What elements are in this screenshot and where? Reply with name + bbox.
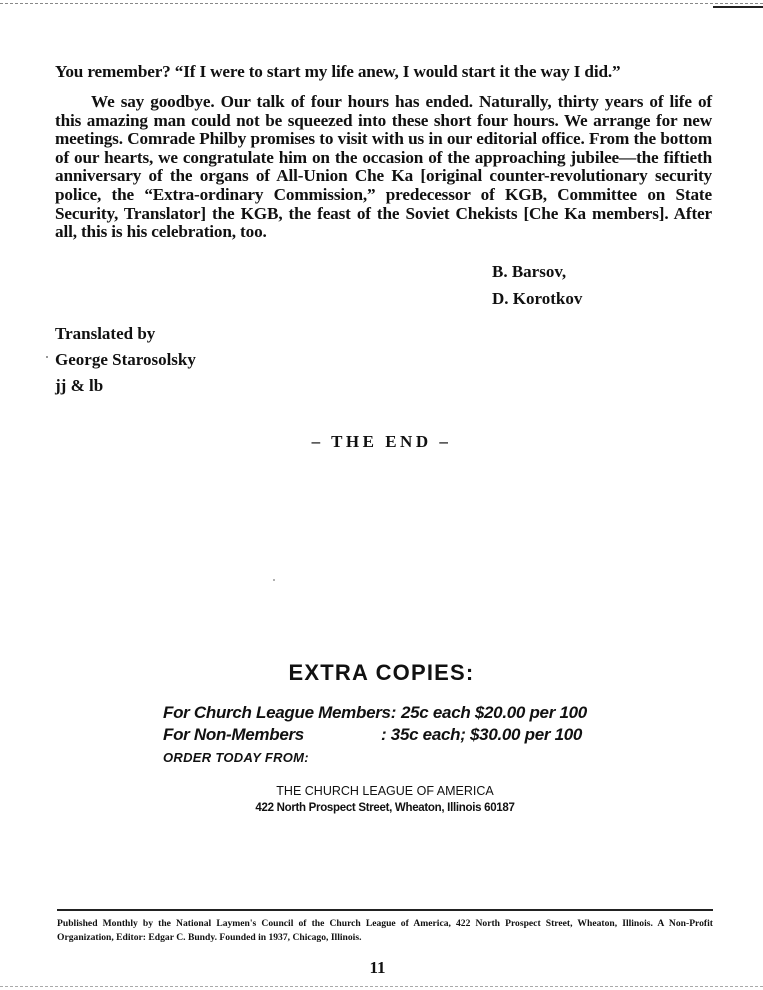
translated-by-label: Translated by	[55, 324, 156, 343]
translation-credit	[55, 321, 196, 399]
end-marker: – THE END –	[311, 432, 452, 451]
footer-rule	[57, 909, 713, 911]
publication-note: Published Monthly by the National Laymen's Council of the Church League of America, 422 North Prospect Street, Wheaton, Illinois. A Non-Profit Organization, Editor: Edgar C. Bundy. Founded in 1937, Chicago, Illinois.	[57, 918, 713, 943]
nonmembers-price-row	[163, 725, 583, 745]
author-name: B. Barsov,	[492, 262, 567, 281]
extra-copies-heading: EXTRA COPIES:	[288, 660, 475, 685]
bottom-border-rule	[0, 986, 763, 987]
top-border-rule	[0, 3, 763, 4]
initials: jj & lb	[55, 376, 104, 395]
author-name: D. Korotkov	[492, 289, 583, 308]
members-label: For Church League Members:	[163, 703, 397, 722]
nonmembers-price: : 35c each; $30.00 per 100	[381, 725, 583, 744]
members-price-row	[163, 703, 587, 723]
translator-name: George Starosolsky	[55, 350, 196, 369]
page-number: 11	[369, 958, 386, 977]
order-today-label: ORDER TODAY FROM:	[163, 750, 309, 765]
quote-line: You remember? “If I were to start my life anew, I would start it the way I did.”	[55, 62, 621, 81]
top-border-rule-accent	[713, 6, 763, 8]
scan-speck	[46, 356, 48, 358]
organization-address: 422 North Prospect Street, Wheaton, Illinois 60187	[255, 802, 515, 814]
author-signature	[492, 258, 582, 312]
nonmembers-label: For Non-Members	[163, 725, 304, 744]
organization-name: THE CHURCH LEAGUE OF AMERICA	[276, 784, 494, 798]
members-price: 25c each $20.00 per 100	[401, 703, 587, 722]
scan-speck	[273, 579, 275, 581]
article-paragraph: We say goodbye. Our talk of four hours has ended. Naturally, thirty years of life of this amazing man could not be squeezed into these short four hours. We arrange for new meetings. Comrade Philby promises to visit with us in our editorial office. From the bottom of our hearts, we congratulate him on the occasion of the approaching jubilee—the fiftieth anniversary of the organs of All-Union Che Ka [original counter-revolutionary security police, the “Extra-ordinary Commission,” predecessor of KGB, Committee on State Security, Translator] the KGB, the feast of the Soviet Chekists [Che Ka members]. After all, this is his celebration, too.	[55, 92, 712, 242]
